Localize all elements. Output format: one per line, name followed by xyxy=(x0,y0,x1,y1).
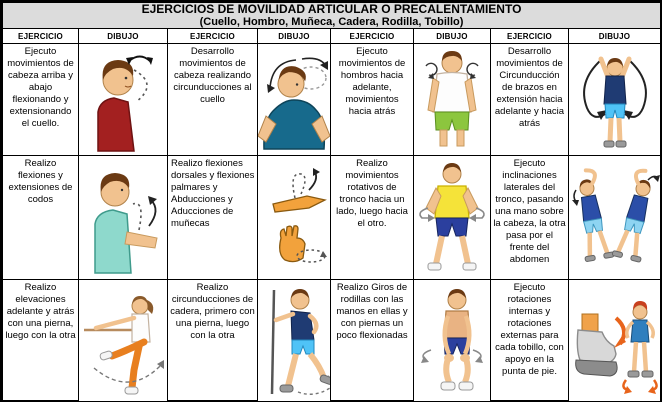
column-header-ejercicio-4: EJERCICIO xyxy=(491,29,569,44)
column-header-ejercicio-2: EJERCICIO xyxy=(168,29,258,44)
exercise-text-shoulder-moves: Ejecuto movimientos de hombros hacia adelante, movimientos hacia atrás xyxy=(331,44,414,156)
shoulder-rolls-illustration xyxy=(417,48,487,152)
drawing-cell xyxy=(79,156,168,280)
drawing-cell xyxy=(258,280,331,402)
table-row xyxy=(3,280,661,402)
column-header-ejercicio-3: EJERCICIO xyxy=(331,29,414,44)
neck-circumduction-illustration xyxy=(258,50,330,150)
table-row xyxy=(3,156,661,280)
exercise-text-ankle-rotations: Ejecuto rotaciones internas y rotaciones externas para cada tobillo, con apoyo en la punta de pie. xyxy=(491,280,569,402)
trunk-rotation-illustration xyxy=(414,160,490,276)
column-header-dibujo-1: DIBUJO xyxy=(79,29,168,44)
drawing-cell xyxy=(79,280,168,402)
drawing-cell xyxy=(258,156,331,280)
drawing-cell xyxy=(79,44,168,156)
header-row xyxy=(3,29,661,44)
exercise-table xyxy=(2,2,661,402)
exercise-text-hip-circumduction: Realizo circunducciones de cadera, primero con una pierna, luego con la otra xyxy=(168,280,258,402)
drawing-cell xyxy=(414,156,491,280)
column-header-dibujo-4: DIBUJO xyxy=(569,29,661,44)
elbow-flexion-illustration xyxy=(81,162,165,274)
column-header-dibujo-2: DIBUJO xyxy=(258,29,331,44)
table-title-band xyxy=(3,3,661,29)
exercise-text-trunk-rotation: Realizo movimientos rotativos de tronco hacia un lado, luego hacia el otro. xyxy=(331,156,414,280)
drawing-cell xyxy=(569,280,661,402)
drawing-cell xyxy=(414,280,491,402)
drawing-cell xyxy=(569,44,661,156)
column-header-dibujo-3: DIBUJO xyxy=(414,29,491,44)
exercise-text-elbow: Realizo flexiones y extensiones de codos xyxy=(3,156,79,280)
exercise-text-neck-flexion: Ejecuto movimientos de cabeza arriba y abajo flexionando y extensionando el cuello. xyxy=(3,44,79,156)
exercise-text-knee-circles: Realizo Giros de rodillas con las manos en ellas y con piernas un poco flexionadas xyxy=(331,280,414,402)
exercise-text-lateral-bend: Ejecuto inclinaciones laterales del tronco, pasando una mano sobre la cabeza, la otra pasa por el frente del abdomen xyxy=(491,156,569,280)
exercise-text-arm-circumduction: Desarrollo movimientos de Circunducción de brazos en extensión hacia adelante y hacia atrás xyxy=(491,44,569,156)
drawing-cell xyxy=(414,44,491,156)
knee-circles-illustration xyxy=(415,284,489,398)
ankle-rotations-illustration xyxy=(570,284,660,398)
exercise-text-neck-circumduction: Desarrollo movimientos de cabeza realizando circunducciones al cuello xyxy=(168,44,258,156)
trunk-lateral-bend-illustration xyxy=(570,162,660,274)
column-header-ejercicio-1: EJERCICIO xyxy=(3,29,79,44)
exercise-text-leg-elevations: Realizo elevaciones adelante y atrás con una pierna, luego con la otra xyxy=(3,280,79,402)
drawing-cell xyxy=(258,44,331,156)
drawing-cell xyxy=(569,156,661,280)
wrist-movements-illustration xyxy=(259,160,329,276)
head-flexion-extension-illustration xyxy=(81,48,165,152)
hip-circumduction-illustration xyxy=(258,284,331,398)
page-title: EJERCICIOS DE MOVILIDAD ARTICULAR O PRECALENTAMIENTO xyxy=(141,2,522,16)
page-subtitle: (Cuello, Hombro, Muñeca, Cadera, Rodilla, Tobillo) xyxy=(199,16,464,28)
leg-swings-illustration xyxy=(80,284,166,398)
arm-circumduction-illustration xyxy=(571,48,659,152)
table-row xyxy=(3,44,661,156)
exercise-text-wrists: Realizo flexiones dorsales y flexiones palmares y Abducciones y Aducciones de muñecas xyxy=(168,156,258,280)
